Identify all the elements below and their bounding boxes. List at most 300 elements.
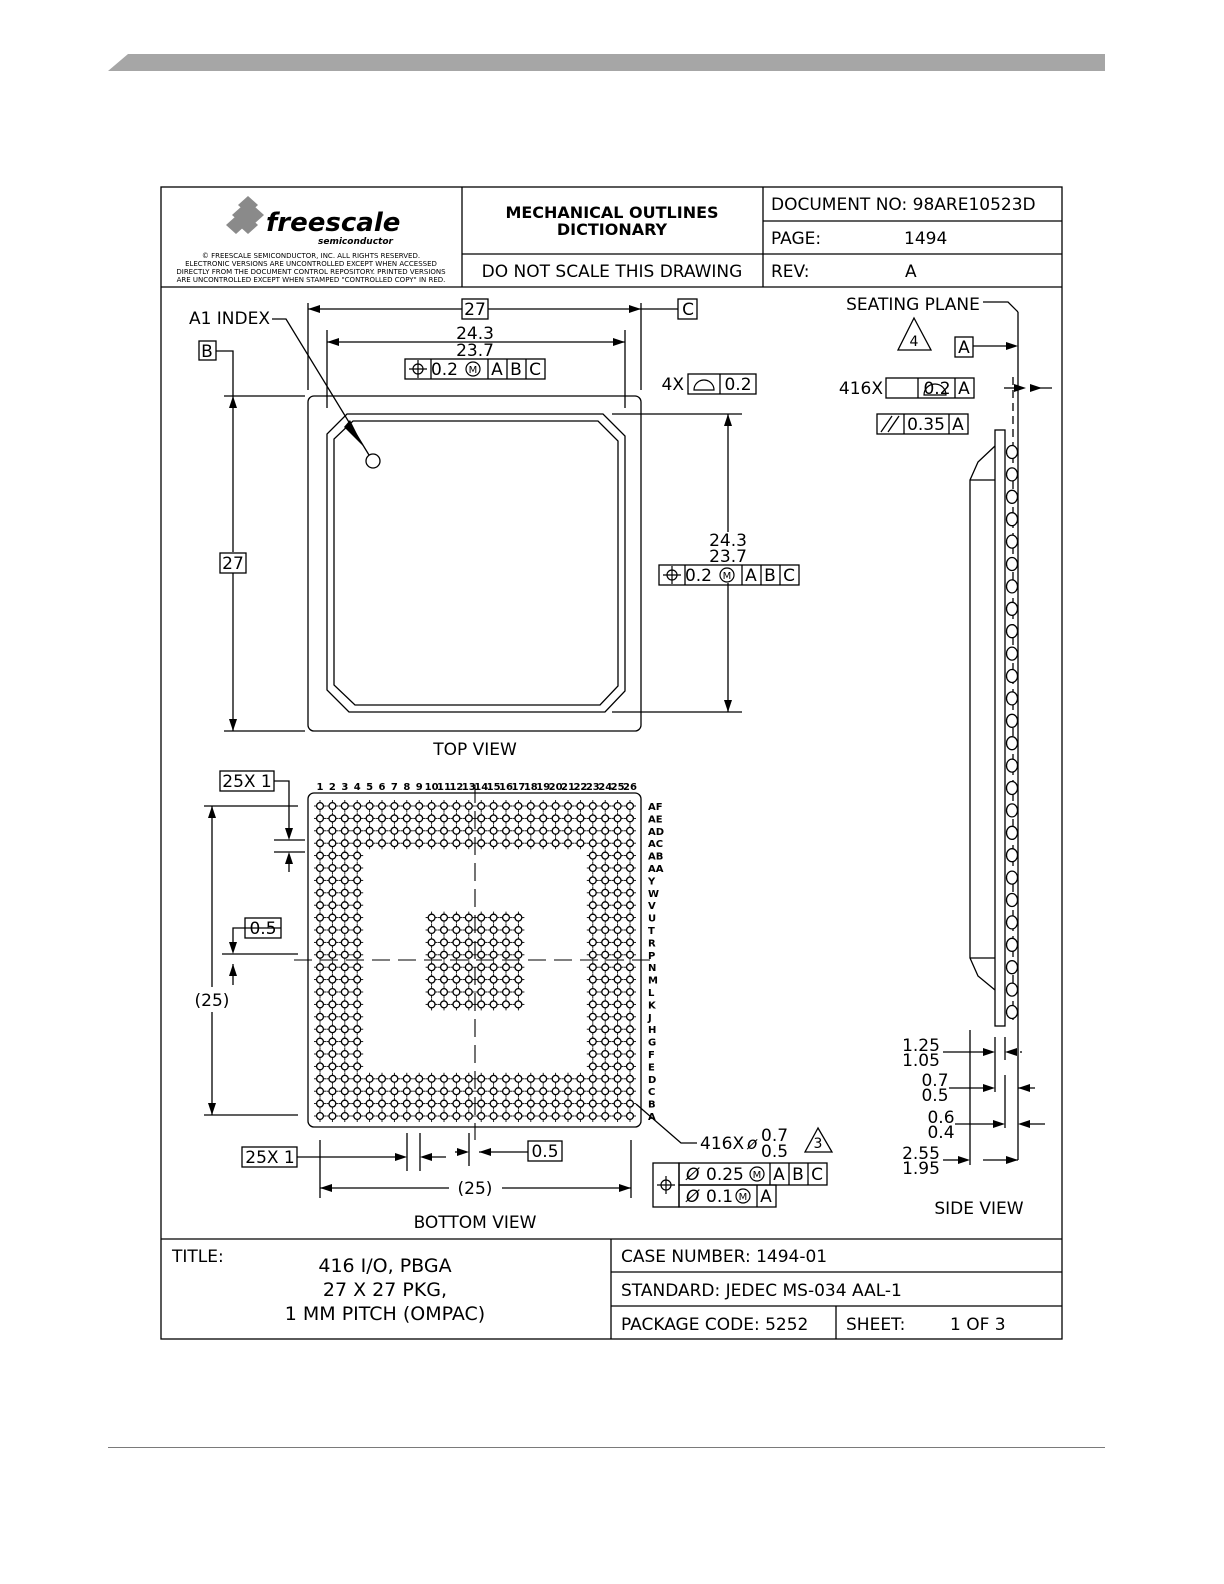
solder-ball <box>413 812 425 824</box>
solder-ball <box>314 912 326 924</box>
solder-ball <box>326 1098 338 1110</box>
solder-ball <box>351 1085 363 1097</box>
ball-dia-max: 0.7 <box>761 1126 789 1146</box>
solder-ball <box>525 1110 537 1122</box>
svg-text:A: A <box>773 1165 785 1185</box>
svg-text:A: A <box>491 360 503 380</box>
solder-ball <box>525 1073 537 1085</box>
solder-ball <box>351 1011 363 1023</box>
solder-ball <box>351 1023 363 1035</box>
solder-ball <box>450 912 462 924</box>
solder-ball <box>488 924 500 936</box>
side-solder-ball <box>1007 714 1018 727</box>
solder-ball <box>326 1023 338 1035</box>
solder-ball <box>364 1085 376 1097</box>
solder-ball <box>500 1110 512 1122</box>
solder-ball <box>463 986 475 998</box>
solder-ball <box>351 998 363 1010</box>
row-label: AE <box>648 814 663 826</box>
freescale-logo <box>226 196 400 247</box>
solder-ball <box>599 1073 611 1085</box>
solder-ball <box>500 1073 512 1085</box>
solder-ball <box>624 974 636 986</box>
solder-ball <box>537 800 549 812</box>
solder-ball <box>612 837 624 849</box>
do-not-scale-note: DO NOT SCALE THIS DRAWING <box>481 262 743 282</box>
solder-ball <box>326 961 338 973</box>
solder-ball <box>525 825 537 837</box>
solder-ball <box>326 862 338 874</box>
solder-ball <box>339 837 351 849</box>
ball-position-tol-1: 0.25 <box>706 1165 744 1185</box>
solder-ball <box>612 936 624 948</box>
solder-ball <box>587 899 599 911</box>
solder-ball <box>599 1011 611 1023</box>
solder-ball <box>488 800 500 812</box>
solder-ball <box>587 825 599 837</box>
solder-ball <box>512 1098 524 1110</box>
solder-ball <box>351 1098 363 1110</box>
solder-ball <box>314 936 326 948</box>
solder-ball <box>438 936 450 948</box>
side-solder-ball <box>1007 1006 1018 1019</box>
solder-ball <box>351 862 363 874</box>
solder-ball <box>512 936 524 948</box>
solder-ball <box>463 1110 475 1122</box>
solder-ball <box>599 1098 611 1110</box>
solder-ball <box>500 986 512 998</box>
solder-ball <box>339 1011 351 1023</box>
mold-cap-inner <box>334 421 618 705</box>
solder-ball <box>426 1073 438 1085</box>
solder-ball <box>500 1085 512 1097</box>
solder-ball <box>488 949 500 961</box>
solder-ball <box>450 936 462 948</box>
solder-ball <box>537 1073 549 1085</box>
svg-text:C: C <box>529 360 541 380</box>
solder-ball <box>612 1110 624 1122</box>
solder-ball <box>587 1036 599 1048</box>
solder-ball <box>599 837 611 849</box>
solder-ball <box>376 837 388 849</box>
solder-ball <box>426 837 438 849</box>
row-label: L <box>648 988 655 999</box>
solder-ball <box>512 949 524 961</box>
side-solder-ball <box>1007 490 1018 503</box>
side-solder-ball <box>1007 513 1018 526</box>
solder-ball <box>339 949 351 961</box>
solder-ball <box>376 812 388 824</box>
solder-ball <box>500 936 512 948</box>
solder-ball <box>624 1098 636 1110</box>
solder-ball <box>599 1060 611 1072</box>
page-label: PAGE: <box>771 229 822 249</box>
solder-ball <box>376 1073 388 1085</box>
solder-ball <box>599 812 611 824</box>
solder-ball <box>388 1098 400 1110</box>
solder-ball <box>351 1073 363 1085</box>
logo-subtext: semiconductor <box>318 237 393 247</box>
solder-ball <box>463 912 475 924</box>
solder-ball <box>463 936 475 948</box>
solder-ball <box>351 887 363 899</box>
solder-ball <box>314 887 326 899</box>
solder-ball <box>314 1011 326 1023</box>
row-label: A <box>648 1112 656 1123</box>
svg-text:Ø: Ø <box>686 1187 700 1207</box>
column-label: 14 <box>474 782 489 793</box>
solder-ball <box>587 874 599 886</box>
row-label: T <box>648 926 655 937</box>
solder-ball <box>314 899 326 911</box>
solder-ball <box>550 1073 562 1085</box>
substrate-min: 1.05 <box>902 1051 940 1071</box>
solder-ball <box>475 1110 487 1122</box>
solder-ball <box>624 936 636 948</box>
row-label: F <box>648 1050 655 1061</box>
solder-ball <box>550 812 562 824</box>
substrate-max: 1.25 <box>902 1036 940 1056</box>
solder-ball <box>326 912 338 924</box>
solder-ball <box>351 949 363 961</box>
solder-ball <box>314 1110 326 1122</box>
solder-ball <box>537 1098 549 1110</box>
solder-ball <box>612 1023 624 1035</box>
solder-ball <box>413 800 425 812</box>
solder-ball <box>376 1098 388 1110</box>
solder-ball <box>438 1098 450 1110</box>
solder-ball <box>624 1085 636 1097</box>
solder-ball <box>612 974 624 986</box>
standoff-min: 0.4 <box>927 1123 955 1143</box>
solder-ball <box>587 986 599 998</box>
solder-ball <box>525 1098 537 1110</box>
solder-ball <box>450 974 462 986</box>
solder-ball <box>587 862 599 874</box>
datum-b-label: B <box>201 342 213 362</box>
solder-ball <box>587 949 599 961</box>
solder-ball <box>463 1073 475 1085</box>
ball-count-label: 416X <box>700 1134 745 1154</box>
solder-ball <box>562 1110 574 1122</box>
solder-ball <box>612 1073 624 1085</box>
title-line-2: 27 X 27 PKG, <box>322 1279 448 1301</box>
case-number: CASE NUMBER: 1494-01 <box>621 1247 828 1267</box>
solder-ball <box>426 986 438 998</box>
document-number: DOCUMENT NO: 98ARE10523D <box>771 195 1036 215</box>
solder-ball <box>326 1110 338 1122</box>
solder-ball <box>351 961 363 973</box>
side-solder-ball <box>1007 871 1018 884</box>
solder-ball <box>612 1048 624 1060</box>
total-max: 2.55 <box>902 1144 940 1164</box>
solder-ball <box>599 862 611 874</box>
solder-ball <box>450 825 462 837</box>
solder-ball <box>512 837 524 849</box>
solder-ball <box>426 825 438 837</box>
title-line-3: 1 MM PITCH (OMPAC) <box>284 1303 486 1325</box>
solder-ball <box>624 998 636 1010</box>
solder-ball <box>587 1085 599 1097</box>
solder-ball <box>426 924 438 936</box>
ball-position-tol-2: 0.1 <box>706 1187 734 1207</box>
column-label: 5 <box>366 782 374 793</box>
solder-ball <box>314 974 326 986</box>
solder-ball <box>351 899 363 911</box>
solder-ball <box>413 1110 425 1122</box>
solder-ball <box>550 800 562 812</box>
solder-ball <box>612 1036 624 1048</box>
solder-ball <box>450 1098 462 1110</box>
solder-ball <box>537 1110 549 1122</box>
inner-height-min: 23.7 <box>709 547 747 567</box>
solder-ball <box>326 887 338 899</box>
solder-ball <box>314 1048 326 1060</box>
column-label: 21 <box>561 782 575 793</box>
row-label: K <box>648 1000 656 1012</box>
solder-ball <box>612 812 624 824</box>
solder-ball <box>463 1085 475 1097</box>
column-label: 20 <box>548 782 563 793</box>
side-view <box>839 295 1052 1219</box>
side-solder-ball <box>1007 446 1018 459</box>
side-solder-ball <box>1007 849 1018 862</box>
solder-ball <box>488 1073 500 1085</box>
solder-ball <box>612 986 624 998</box>
solder-ball <box>339 998 351 1010</box>
solder-ball <box>550 1110 562 1122</box>
column-label: 24 <box>598 782 613 793</box>
solder-ball <box>624 912 636 924</box>
solder-ball <box>339 1085 351 1097</box>
solder-ball <box>339 899 351 911</box>
standard: STANDARD: JEDEC MS-034 AAL-1 <box>621 1281 902 1301</box>
side-solder-ball <box>1007 670 1018 683</box>
solder-ball <box>351 850 363 862</box>
solder-ball <box>525 837 537 849</box>
solder-ball <box>351 936 363 948</box>
solder-ball <box>624 899 636 911</box>
solder-ball <box>612 1011 624 1023</box>
solder-ball <box>364 837 376 849</box>
solder-ball <box>339 1110 351 1122</box>
rev-label: REV: <box>771 262 810 282</box>
solder-ball <box>488 998 500 1010</box>
solder-ball <box>450 1110 462 1122</box>
half-pitch-left-label: 0.5 <box>249 919 277 939</box>
right-position-tol: 0.2 <box>684 566 712 586</box>
solder-ball <box>599 986 611 998</box>
solder-ball <box>364 1098 376 1110</box>
solder-ball <box>624 800 636 812</box>
solder-ball <box>351 812 363 824</box>
solder-ball <box>599 998 611 1010</box>
row-label: AA <box>648 864 664 875</box>
solder-ball <box>624 1110 636 1122</box>
solder-ball <box>314 1023 326 1035</box>
top-position-tol: 0.2 <box>430 360 458 380</box>
solder-ball <box>314 837 326 849</box>
side-solder-ball <box>1007 625 1018 638</box>
solder-ball <box>624 1048 636 1060</box>
solder-ball <box>351 1048 363 1060</box>
solder-ball <box>351 837 363 849</box>
solder-ball <box>388 1073 400 1085</box>
solder-ball <box>612 887 624 899</box>
svg-text:A: A <box>760 1187 772 1207</box>
solder-ball <box>488 825 500 837</box>
solder-ball <box>401 1085 413 1097</box>
solder-ball <box>537 825 549 837</box>
row-label: AC <box>648 839 664 851</box>
column-labels <box>317 782 637 793</box>
a1-index-label: A1 INDEX <box>188 309 270 329</box>
solder-ball <box>326 1048 338 1060</box>
solder-ball <box>562 800 574 812</box>
solder-ball <box>314 961 326 973</box>
solder-ball <box>500 974 512 986</box>
solder-ball <box>500 812 512 824</box>
solder-ball <box>426 1110 438 1122</box>
column-label: 15 <box>486 782 501 793</box>
column-label: 3 <box>341 782 349 793</box>
solder-ball <box>364 825 376 837</box>
dictionary-title-2: DICTIONARY <box>556 220 668 239</box>
solder-ball <box>587 812 599 824</box>
solder-ball <box>426 961 438 973</box>
row-label: Y <box>648 876 656 888</box>
solder-ball <box>488 974 500 986</box>
profile-count: 4X <box>661 375 684 395</box>
svg-text:B: B <box>510 360 522 380</box>
solder-ball <box>463 837 475 849</box>
solder-ball <box>488 812 500 824</box>
column-label: 17 <box>511 782 526 793</box>
solder-ball <box>463 949 475 961</box>
solder-ball <box>339 1098 351 1110</box>
solder-ball <box>314 1060 326 1072</box>
solder-ball <box>624 924 636 936</box>
solder-ball <box>550 1085 562 1097</box>
solder-ball <box>351 974 363 986</box>
solder-ball <box>426 998 438 1010</box>
solder-ball <box>562 1073 574 1085</box>
solder-ball <box>326 1073 338 1085</box>
solder-ball <box>512 1073 524 1085</box>
solder-ball <box>574 1085 586 1097</box>
side-solder-ball <box>1007 804 1018 817</box>
solder-ball <box>438 1073 450 1085</box>
svg-text:A: A <box>745 566 757 586</box>
solder-ball <box>612 1098 624 1110</box>
svg-text:© FREESCALE SEMICONDUCTOR, INC: © FREESCALE SEMICONDUCTOR, INC. ALL RIGHTS RESERVED. <box>201 252 421 260</box>
solder-ball <box>314 1085 326 1097</box>
solder-ball <box>587 850 599 862</box>
solder-ball <box>537 812 549 824</box>
solder-ball <box>463 998 475 1010</box>
solder-ball <box>351 912 363 924</box>
solder-ball <box>624 1073 636 1085</box>
row-label: E <box>648 1062 655 1074</box>
row-label: D <box>648 1074 657 1086</box>
solder-ball <box>587 1073 599 1085</box>
solder-ball <box>512 998 524 1010</box>
solder-ball <box>587 1060 599 1072</box>
solder-ball <box>339 850 351 862</box>
column-label: 19 <box>536 782 551 793</box>
solder-ball <box>537 837 549 849</box>
solder-ball <box>326 924 338 936</box>
solder-ball <box>525 812 537 824</box>
solder-ball <box>587 1011 599 1023</box>
solder-ball <box>587 961 599 973</box>
solder-ball <box>376 1085 388 1097</box>
column-label: 10 <box>424 782 439 793</box>
solder-ball <box>574 1073 586 1085</box>
top-height-27: 27 <box>222 554 244 574</box>
profile-tol: 0.2 <box>724 375 752 395</box>
ball-dia-min: 0.5 <box>761 1142 789 1162</box>
svg-text:A: A <box>952 415 964 435</box>
solder-ball <box>500 800 512 812</box>
solder-ball <box>574 825 586 837</box>
solder-ball <box>587 837 599 849</box>
solder-ball <box>326 1060 338 1072</box>
solder-ball <box>314 874 326 886</box>
svg-text:C: C <box>811 1165 823 1185</box>
solder-ball <box>450 949 462 961</box>
solder-ball <box>388 1085 400 1097</box>
solder-ball <box>438 949 450 961</box>
solder-ball <box>450 924 462 936</box>
coplanarity-count: 416X <box>838 379 883 399</box>
solder-ball <box>475 961 487 973</box>
body-min: 0.5 <box>921 1086 949 1106</box>
solder-ball <box>612 800 624 812</box>
solder-ball <box>326 874 338 886</box>
side-solder-ball <box>1007 983 1018 996</box>
solder-ball <box>326 974 338 986</box>
solder-ball <box>624 874 636 886</box>
row-label: AD <box>648 826 665 838</box>
solder-ball <box>612 874 624 886</box>
side-solder-ball <box>1007 894 1018 907</box>
solder-ball <box>599 850 611 862</box>
svg-text:ARE UNCONTROLLED EXCEPT WHEN S: ARE UNCONTROLLED EXCEPT WHEN STAMPED "CONTROLLED COPY" IN RED. <box>176 276 446 284</box>
inner-height-max: 24.3 <box>709 531 747 551</box>
svg-text:Ø: Ø <box>686 1165 700 1185</box>
solder-ball <box>500 949 512 961</box>
solder-ball <box>351 924 363 936</box>
solder-ball <box>488 961 500 973</box>
solder-ball <box>326 837 338 849</box>
solder-ball <box>339 912 351 924</box>
solder-ball <box>401 837 413 849</box>
row-label: W <box>648 888 660 900</box>
side-solder-ball <box>1007 961 1018 974</box>
title-label: TITLE: <box>172 1247 224 1267</box>
solder-ball <box>339 1048 351 1060</box>
solder-ball <box>339 874 351 886</box>
bottom-view <box>195 771 832 1233</box>
row-label: J <box>648 1012 652 1024</box>
solder-ball <box>475 837 487 849</box>
column-label: 22 <box>573 782 588 793</box>
solder-ball <box>438 825 450 837</box>
solder-ball <box>525 800 537 812</box>
solder-ball <box>475 924 487 936</box>
side-ball-row <box>1007 446 1018 1019</box>
